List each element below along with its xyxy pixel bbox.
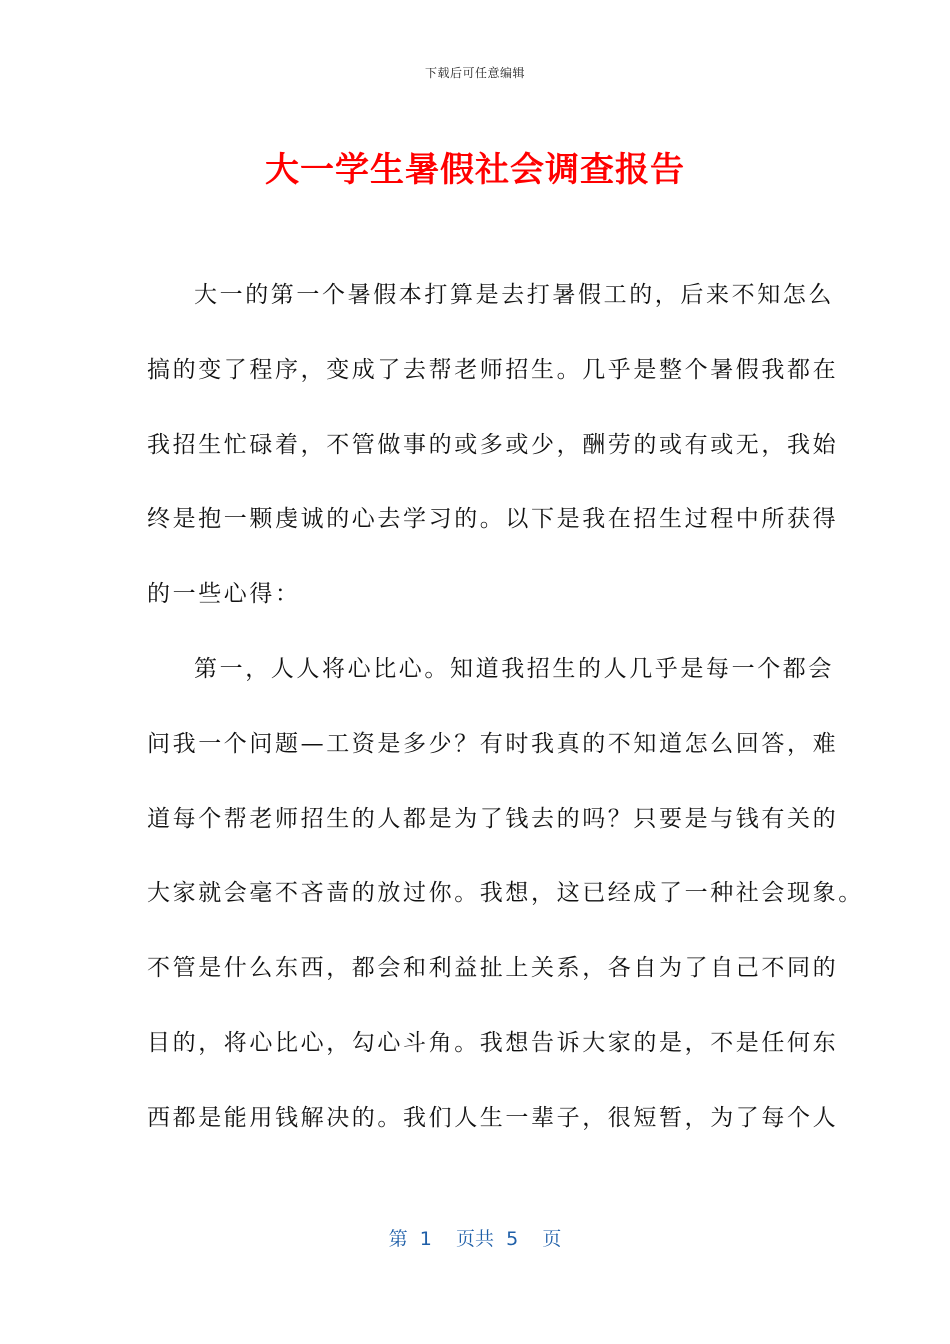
paragraph-1-line-5: 的一些心得：: [147, 581, 301, 608]
header-note: 下载后可任意编辑: [424, 66, 525, 80]
document-title: 大一学生暑假社会调查报告: [265, 150, 685, 190]
page-footer: 第 1 页共 5 页: [388, 1228, 562, 1250]
paragraph-2-line-6: 目的，将心比心，勾心斗角。我想告诉大家的是，不是任何东: [147, 1029, 839, 1056]
document-body: [147, 272, 864, 1170]
paragraph-1-line-1: 大一的第一个暑假本打算是去打暑假工的，后来不知怎么: [194, 282, 834, 308]
paragraph-2-line-4: 大家就会毫不吝啬的放过你。我想，这已经成了一种社会现象。: [147, 880, 864, 907]
paragraph-2-line-3: 道每个帮老师招生的人都是为了钱去的吗？只要是与钱有关的: [147, 805, 839, 832]
paragraph-1-line-4: 终是抱一颗虔诚的心去学习的。以下是我在招生过程中所获得: [147, 506, 839, 533]
paragraph-2-line-1: 第一，人人将心比心。知道我招生的人几乎是每一个都会: [194, 655, 834, 682]
paragraph-2-line-7: 西都是能用钱解决的。我们人生一辈子，很短暂，为了每个人: [147, 1104, 839, 1131]
paragraph-2-line-2: 问我一个问题—工资是多少？有时我真的不知道怎么回答，难: [147, 730, 839, 757]
paragraph-2-line-5: 不管是什么东西，都会和利益扯上关系，各自为了自己不同的: [147, 955, 839, 982]
paragraph-1-line-3: 我招生忙碌着，不管做事的或多或少，酬劳的或有或无，我始: [147, 431, 839, 458]
paragraph-1-line-2: 搞的变了程序，变成了去帮老师招生。几乎是整个暑假我都在: [147, 356, 839, 383]
